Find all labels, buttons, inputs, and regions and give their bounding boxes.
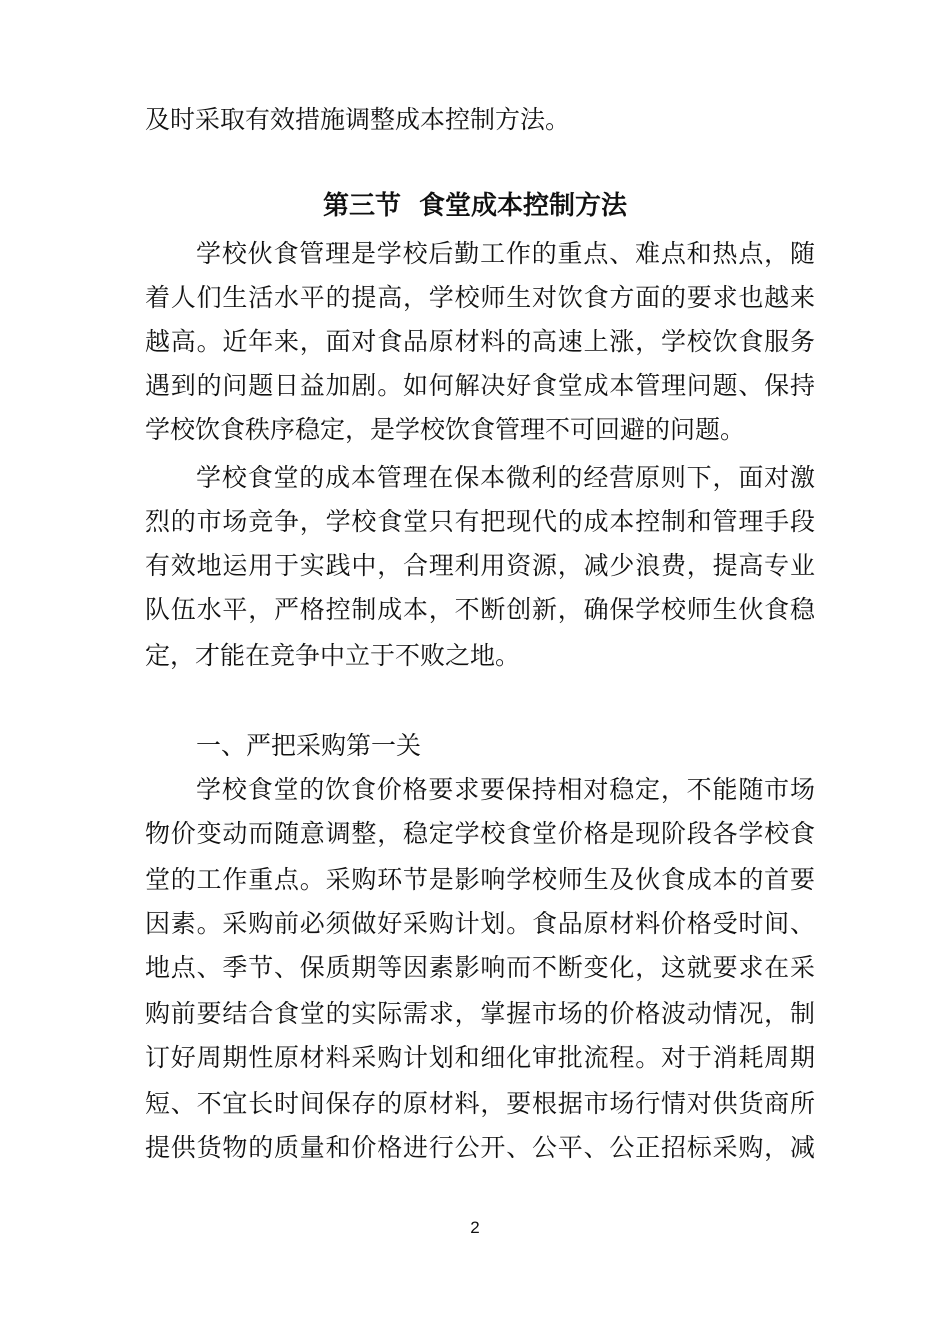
paragraph3-line: 购前要结合食堂的实际需求，掌握市场的价格波动情况，制 (145, 999, 815, 1028)
paragraph1-line: 着人们生活水平的提高，学校师生对饮食方面的要求也越来 (145, 283, 815, 312)
section-title: 第三节 食堂成本控制方法 (322, 191, 628, 221)
page-number: 2 (470, 1218, 480, 1237)
paragraph3-line: 学校食堂的饮食价格要求要保持相对稳定，不能随市场 (196, 775, 815, 804)
paragraph1-line: 学校饮食秩序稳定，是学校饮食管理不可回避的问题。 (145, 415, 746, 444)
subheading: 一、严把采购第一关 (196, 731, 422, 760)
paragraph3-line: 短、不宜长时间保存的原材料，要根据市场行情对供货商所 (145, 1089, 815, 1118)
paragraph3-line: 因素。采购前必须做好采购计划。食品原材料价格受时间、 (145, 909, 815, 938)
paragraph3-line: 订好周期性原材料采购计划和细化审批流程。对于消耗周期 (145, 1043, 815, 1072)
paragraph3-line: 提供货物的质量和价格进行公开、公平、公正招标采购，减 (145, 1133, 815, 1162)
paragraph3-line: 地点、季节、保质期等因素影响而不断变化，这就要求在采 (145, 953, 815, 982)
paragraph1-line: 遇到的问题日益加剧。如何解决好食堂成本管理问题、保持 (145, 371, 815, 400)
paragraph2-line: 烈的市场竞争，学校食堂只有把现代的成本控制和管理手段 (145, 507, 815, 536)
paragraph3-line: 物价变动而随意调整，稳定学校食堂价格是现阶段各学校食 (145, 819, 815, 848)
paragraph2-line: 有效地运用于实践中，合理利用资源，减少浪费，提高专业 (145, 551, 815, 580)
paragraph1-line: 学校伙食管理是学校后勤工作的重点、难点和热点，随 (196, 239, 815, 268)
paragraph3-line: 堂的工作重点。采购环节是影响学校师生及伙食成本的首要 (145, 865, 815, 894)
paragraph2-line: 队伍水平，严格控制成本，不断创新，确保学校师生伙食稳 (145, 595, 815, 624)
paragraph2-line: 学校食堂的成本管理在保本微利的经营原则下，面对激 (196, 463, 815, 492)
paragraph2-line: 定，才能在竞争中立于不败之地。 (145, 641, 521, 670)
intro-line: 及时采取有效措施调整成本控制方法。 (145, 105, 571, 134)
paragraph1-line: 越高。近年来，面对食品原材料的高速上涨，学校饮食服务 (145, 327, 815, 356)
